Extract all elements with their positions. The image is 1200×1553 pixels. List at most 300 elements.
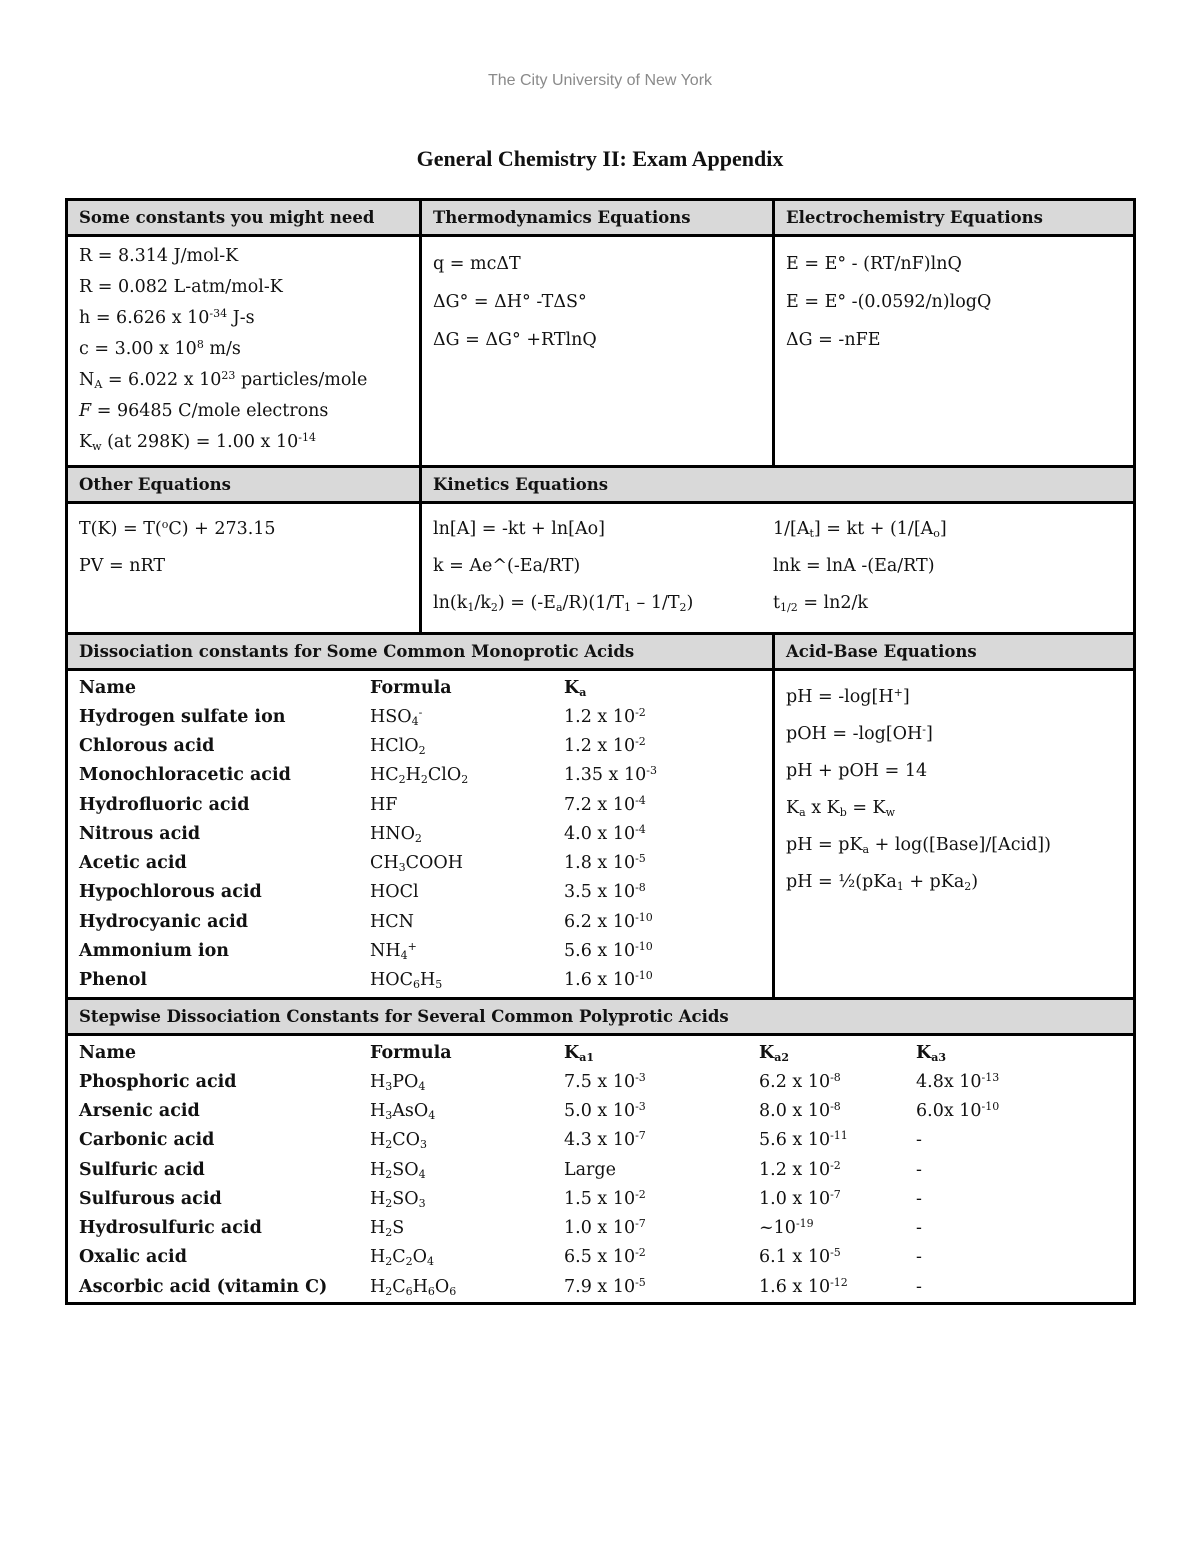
text-run: Ascorbic acid (vitamin C) [79,1276,328,1297]
subscript: 2 [385,1196,393,1210]
constant-cell [564,1096,759,1125]
acid-name-cell [79,1155,370,1184]
subscript: 2 [964,880,972,893]
acid-name-cell [79,1243,370,1272]
formula-cell [370,848,564,877]
text-run: 6.2 x 10 [564,911,636,932]
other-heading: Other Equations [68,468,422,504]
text-run: H [405,765,421,786]
subscript: A [94,378,103,391]
constant-cell [564,1272,759,1301]
text-run: Large [564,1159,616,1180]
acidbase-equation [786,827,1123,864]
acid-name-cell [79,1184,370,1213]
thermo-heading: Thermodynamics Equations [422,201,775,237]
poly-body [68,1036,1133,1302]
column-header [564,673,754,702]
subscript: a3 [931,1050,946,1064]
text-run: Name [79,1042,136,1063]
constant-cell [916,1126,1076,1155]
table-row [79,848,754,877]
superscript: -2 [635,705,646,719]
constant-line [79,303,409,334]
constant-cell [564,1243,759,1272]
formula-cell [370,819,564,848]
superscript: -2 [635,734,646,748]
text-run: CH [370,853,399,874]
acidbase-heading: Acid-Base Equations [775,635,1133,671]
superscript: -5 [635,1275,646,1289]
text-run: - [916,1276,922,1297]
constant-line [79,365,409,396]
superscript: -2 [830,1158,841,1172]
superscript: + [893,686,903,699]
text-run: ] [939,519,947,539]
text-run: 4.0 x 10 [564,823,636,844]
subscript: w [92,440,102,453]
text-run: /R)(1/T [562,593,624,613]
formula-cell [370,1272,564,1301]
subscript: 2 [385,1226,393,1240]
text-run: Phosphoric acid [79,1071,237,1092]
superscript: -10 [981,1099,1000,1113]
text-run: HOC [370,970,413,991]
text-run: ) [686,593,694,613]
text-run: PO [392,1071,419,1092]
formula-cell [370,790,564,819]
text-run: N [79,370,95,390]
superscript: -2 [635,1246,646,1260]
subscript: 2 [679,601,687,614]
constant-cell [916,1096,1076,1125]
text-run: O [434,1276,450,1297]
acid-name-cell [79,966,370,995]
subscript: 4 [418,1167,426,1181]
polyprotic-table [79,1038,1076,1301]
column-header [79,1038,370,1067]
subscript: 6 [405,1284,413,1298]
kinetics-equation [773,585,947,622]
text-run: t [773,593,781,613]
constant-cell [759,1272,916,1301]
text-run: Hypochlorous acid [79,882,262,903]
superscript: 23 [221,369,236,382]
acid-name-cell [79,819,370,848]
acidbase-equation [786,716,1123,753]
subscript: w [885,806,896,819]
text-run: HOCl [370,882,419,903]
mono-heading: Dissociation constants for Some Common Monoprotic Acids [68,635,775,671]
text-run: 6.0x 10 [916,1100,982,1121]
superscript: -14 [298,431,316,444]
subscript: 2 [420,773,428,787]
text-run: HF [370,794,398,815]
table-row [79,731,754,760]
constant-cell [564,1067,759,1096]
column-header [564,1038,759,1067]
text-run: J-s [227,308,255,328]
text-run: H [370,1100,386,1121]
formula-cell [370,878,564,907]
italic-symbol: F [79,401,92,421]
text-run: ΔG° = ΔH° -TΔS° [433,292,587,312]
table-header-row [79,1038,1076,1067]
superscript: -3 [635,1070,646,1084]
table-row [79,790,754,819]
constant-cell [759,1067,916,1096]
constant-cell [564,761,754,790]
superscript: -7 [830,1187,841,1201]
formula-cell [370,1243,564,1272]
text-run: O [412,1247,428,1268]
text-run: NH [370,941,401,962]
column-header [79,673,370,702]
monoprotic-table [79,673,754,995]
table-row [79,1126,1076,1155]
subscript: b [839,806,847,819]
subscript: 2 [385,1138,393,1152]
text-run: = 6.022 x 10 [102,370,222,390]
text-run: pH + pOH = 14 [786,761,928,781]
subscript: 1/2 [780,601,798,614]
text-run: R = 0.082 L-atm/mol-K [79,277,283,297]
acid-name-cell [79,761,370,790]
constant-cell [564,731,754,760]
superscript: -10 [635,940,653,954]
subscript: o [933,527,940,540]
constant-line [79,241,409,272]
kinetics-equation [433,548,693,585]
text-run: 1.6 x 10 [759,1276,831,1297]
text-run: K [79,432,93,452]
superscript: -10 [635,910,653,924]
text-run: h = 6.626 x 10 [79,308,210,328]
text-run: H [370,1159,386,1180]
acid-name-cell [79,1067,370,1096]
constant-line [79,334,409,365]
column-header [370,673,564,702]
acid-name-cell [79,1126,370,1155]
text-run: 1.8 x 10 [564,853,636,874]
text-run: 5.0 x 10 [564,1100,636,1121]
table-row [79,1213,1076,1242]
text-run: Nitrous acid [79,823,201,844]
superscript: -7 [635,1129,646,1143]
text-run: (at 298K) = 1.00 x 10 [101,432,299,452]
text-run: HSO [370,706,412,727]
column-header [759,1038,916,1067]
text-run: Name [79,677,136,698]
text-run: 7.2 x 10 [564,794,636,815]
subscript: 5 [435,978,443,992]
text-run: 1.2 x 10 [564,706,636,727]
constant-cell [564,848,754,877]
text-run: - [916,1188,922,1209]
text-run: k = Ae^(-Ea/RT) [433,556,581,576]
subscript: 6 [449,1284,457,1298]
subscript: 2 [461,773,469,787]
formula-cell [370,731,564,760]
acid-name-cell [79,1272,370,1301]
text-run: ΔG = ΔG° +RTlnQ [433,330,597,350]
text-run: 3.5 x 10 [564,882,636,903]
acid-name-cell [79,1213,370,1242]
subscript: 2 [414,831,422,845]
superscript: -4 [635,822,646,836]
table-row [79,1155,1076,1184]
superscript: + [407,940,417,954]
text-run: H [370,1188,386,1209]
text-run: Ammonium ion [79,941,230,962]
table-row [79,1184,1076,1213]
constant-cell [759,1096,916,1125]
text-run: 5.6 x 10 [564,941,636,962]
text-run: HClO [370,735,419,756]
thermo-equation [433,283,762,321]
other-body [68,504,422,635]
constant-cell [759,1243,916,1272]
constant-cell [564,936,754,965]
text-run: 4.8x 10 [916,1071,982,1092]
text-run: Oxalic acid [79,1247,187,1268]
text-run: ln[A] = -kt + ln[Ao] [433,519,605,539]
subscript: 3 [385,1108,393,1122]
subscript: 2 [398,773,406,787]
text-run: Sulfurous acid [79,1188,222,1209]
text-run: K [564,1042,580,1063]
text-run: 4.3 x 10 [564,1130,636,1151]
text-run: HC [370,765,399,786]
text-run: 6.5 x 10 [564,1247,636,1268]
subscript: 2 [385,1167,393,1181]
text-run: H [370,1071,386,1092]
superscript: -34 [209,307,228,320]
acid-name-cell [79,702,370,731]
text-run: SO [392,1188,419,1209]
text-run: c = 3.00 x 10 [79,339,197,359]
column-header [370,1038,564,1067]
electro-body [775,237,1133,468]
text-run: R = 8.314 J/mol-K [79,246,239,266]
text-run: H [370,1130,386,1151]
subscript: 6 [413,978,420,992]
text-run: = 96485 C/mole electrons [91,401,329,421]
text-run: 1/[A [773,519,810,539]
constant-cell [916,1243,1076,1272]
text-run: S [392,1218,405,1239]
electro-equation [786,321,1123,359]
other-equation [79,511,409,548]
constants-body [68,237,422,468]
superscript: -2 [635,1187,646,1201]
text-run: H [370,1247,386,1268]
acidbase-body [775,671,1133,1000]
table-row [79,1243,1076,1272]
text-run: SO [392,1159,419,1180]
table-row [79,702,754,731]
text-run: Formula [370,1042,452,1063]
formula-cell [370,1155,564,1184]
constant-cell [564,1155,759,1184]
acid-name-cell [79,731,370,760]
formula-cell [370,761,564,790]
text-run: - [916,1159,922,1180]
text-run: Monochloracetic acid [79,765,291,786]
superscript: -19 [795,1217,814,1231]
text-run: E = E° - (RT/nF)lnQ [786,254,962,274]
text-run: 8.0 x 10 [759,1100,831,1121]
text-run: 7.9 x 10 [564,1276,636,1297]
text-run: H [370,1276,386,1297]
subscript: 4 [427,1255,435,1269]
text-run: Acetic acid [79,853,187,874]
constant-cell [564,1184,759,1213]
text-run: 1.5 x 10 [564,1188,636,1209]
superscript: -3 [635,1099,646,1113]
text-run: Sulfuric acid [79,1159,205,1180]
text-run: ] [902,687,910,707]
subscript: 2 [490,601,498,614]
constant-cell [759,1126,916,1155]
formula-cell [370,936,564,965]
text-run: CO [392,1130,421,1151]
appendix-sheet [65,198,1136,1305]
table-row [79,878,754,907]
text-run: - [916,1247,922,1268]
text-run: particles/mole [235,370,368,390]
text-run: Hydrocyanic acid [79,911,248,932]
subscript: a [579,685,587,699]
acid-name-cell [79,907,370,936]
text-run: C [392,1247,406,1268]
text-run: Hydrosulfuric acid [79,1218,262,1239]
table-row [79,761,754,790]
text-run: ) [971,872,979,892]
text-run: ClO [427,765,462,786]
table-row [79,966,754,995]
electro-equation [786,283,1123,321]
constant-cell [916,1155,1076,1184]
text-run: 6.1 x 10 [759,1247,831,1268]
kinetics-body [422,504,1133,635]
thermo-equation [433,321,762,359]
text-run: ~10 [759,1218,796,1239]
text-run: K [759,1042,775,1063]
thermo-equation [433,245,762,283]
acidbase-equation [786,679,1123,716]
text-run: pOH = -log[OH [786,724,923,744]
thermo-body [422,237,775,468]
text-run: 1.35 x 10 [564,765,647,786]
superscript: - [418,705,423,719]
formula-cell [370,1213,564,1242]
constant-cell [564,790,754,819]
superscript: -3 [646,764,657,778]
subscript: 3 [420,1138,428,1152]
subscript: 3 [385,1079,393,1093]
text-run: HNO [370,823,415,844]
kinetics-equation [773,511,947,548]
text-run: Hydrofluoric acid [79,794,250,815]
text-run: H [412,1276,428,1297]
constant-cell [759,1184,916,1213]
superscript: -8 [830,1070,841,1084]
formula-cell [370,1126,564,1155]
superscript: - [922,723,927,736]
text-run: ln(k [433,593,468,613]
subscript: 3 [418,1196,426,1210]
text-run: – 1/T [630,593,680,613]
text-run: Chlorous acid [79,735,215,756]
subscript: 4 [418,1079,426,1093]
subscript: 1 [623,601,631,614]
text-run: 7.5 x 10 [564,1071,636,1092]
superscript: -8 [635,881,646,895]
text-run: COOH [405,853,464,874]
kinetics-equation [433,585,693,622]
constant-cell [564,1213,759,1242]
page-title: General Chemistry II: Exam Appendix [416,146,784,171]
constant-line [79,272,409,303]
constant-cell [564,966,754,995]
text-run: 1.0 x 10 [564,1218,636,1239]
text-run: AsO [392,1100,429,1121]
text-run: 5.6 x 10 [759,1130,831,1151]
subscript: t [809,527,814,540]
acid-name-cell [79,936,370,965]
acidbase-equation [786,864,1123,901]
acid-name-cell [79,1096,370,1125]
text-run: lnk = lnA -(Ea/RT) [773,556,935,576]
constant-cell [916,1067,1076,1096]
constant-line [79,427,409,458]
constant-line [79,396,409,427]
superscript: o [161,518,169,531]
text-run: 1.6 x 10 [564,970,636,991]
text-run: Carbonic acid [79,1130,215,1151]
electro-heading: Electrochemistry Equations [775,201,1133,237]
subscript: 2 [385,1284,393,1298]
text-run: = ln2/k [797,593,869,613]
text-run: H [370,1218,386,1239]
text-run: C) + 273.15 [168,519,276,539]
acidbase-equation [786,753,1123,790]
text-run: K [786,798,800,818]
text-run: = K [846,798,886,818]
text-run: - [916,1130,922,1151]
text-run: E = E° -(0.0592/n)logQ [786,292,992,312]
text-run: 1.2 x 10 [759,1159,831,1180]
text-run: 6.2 x 10 [759,1071,831,1092]
formula-cell [370,966,564,995]
constant-cell [759,1155,916,1184]
text-run: HCN [370,911,414,932]
subscript: 4 [428,1108,436,1122]
superscript: -10 [635,969,653,983]
subscript: 2 [418,743,426,757]
kinetics-equation [433,511,693,548]
text-run: H [420,970,436,991]
text-run: /k [474,593,491,613]
superscript: -12 [830,1275,848,1289]
constant-cell [916,1272,1076,1301]
poly-heading: Stepwise Dissociation Constants for Several Common Polyprotic Acids [68,1000,1133,1036]
constant-cell [916,1213,1076,1242]
text-run: K [916,1042,932,1063]
constant-cell [759,1213,916,1242]
constant-cell [564,907,754,936]
superscript: -5 [635,852,646,866]
